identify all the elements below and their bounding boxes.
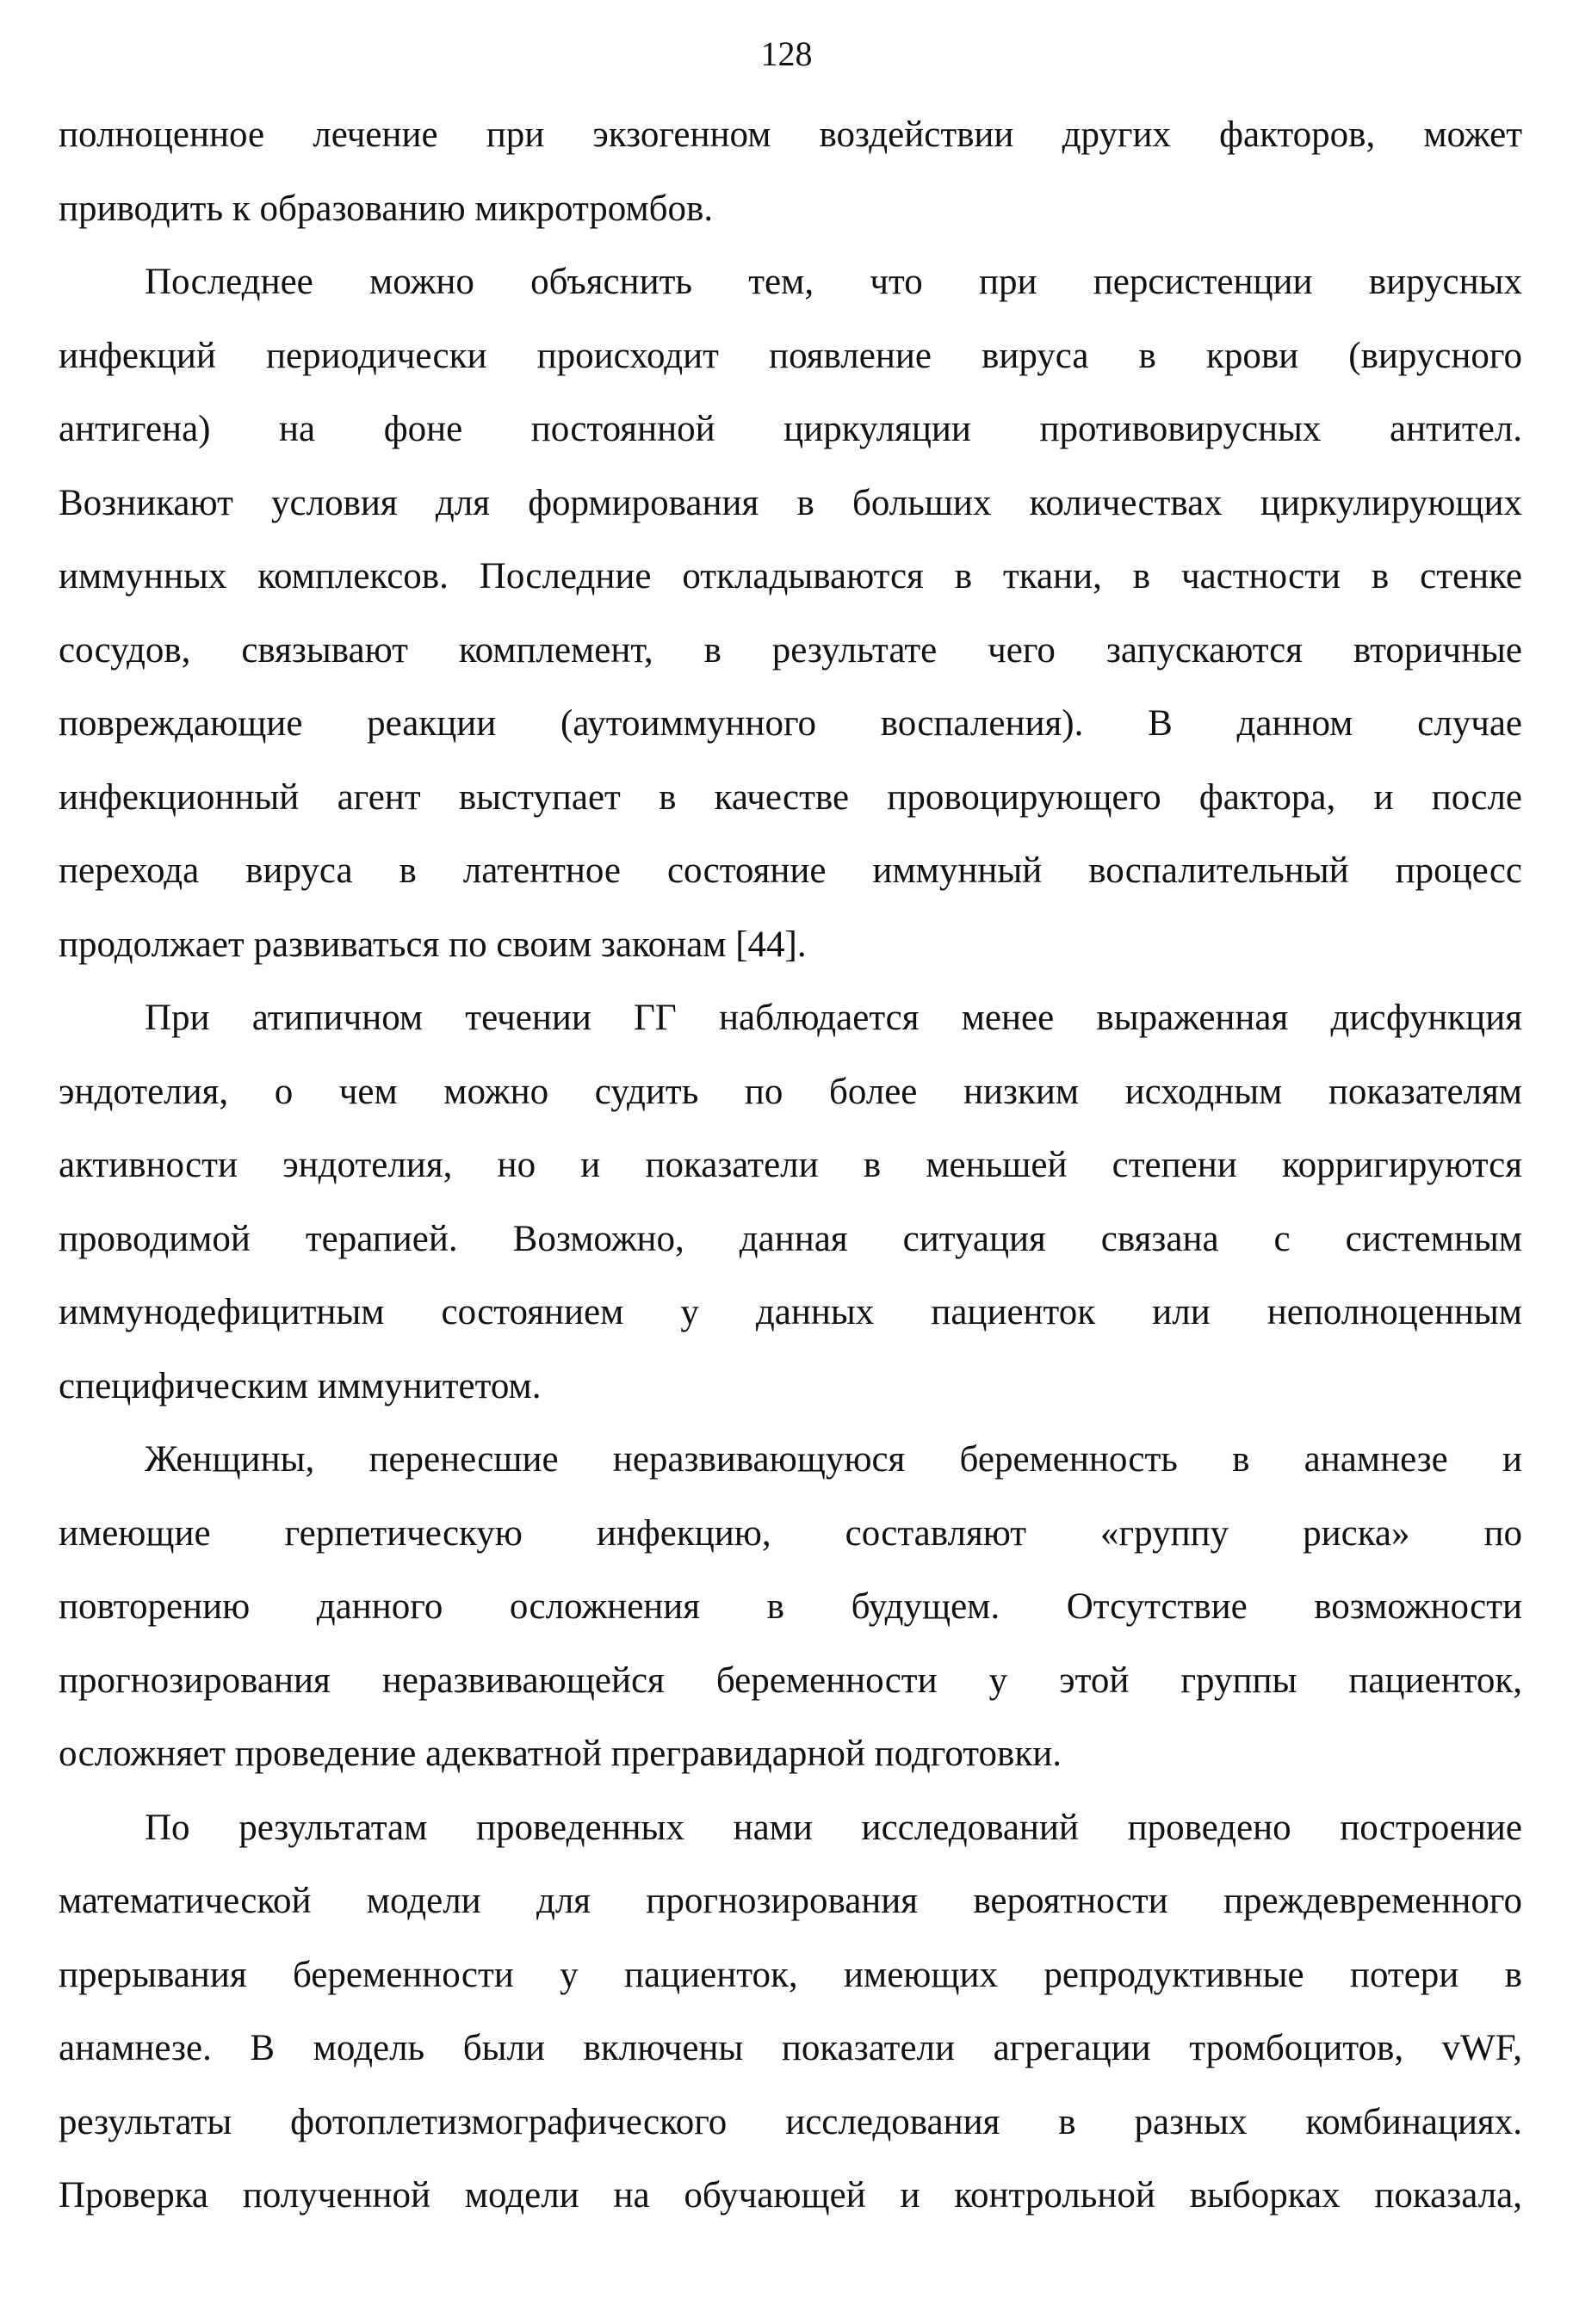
text-line: По результатам проведенных нами исследований проведено построение: [145, 1807, 1522, 1848]
text-line: инфекционный агент выступает в качестве провоцирующего фактора, и после: [59, 776, 1522, 818]
paragraph-4: [59, 1423, 1522, 1791]
text-line: активности эндотелия, но и показатели в меньшей степени корригируются: [59, 1145, 1522, 1185]
text-line: эндотелия, о чем можно судить по более низким исходным показателям: [59, 1071, 1522, 1112]
text-line: иммунных комплексов. Последние откладываются в ткани, в частности в стенке: [59, 556, 1522, 596]
text-line: прерывания беременности у пациенток, имеющих репродуктивные потери в: [59, 1954, 1522, 1995]
text-line: Проверка полученной модели на обучающей и контрольной выборках показала,: [59, 2175, 1522, 2216]
document-body: [59, 98, 1522, 2233]
text-line: специфическим иммунитетом.: [59, 1365, 542, 1406]
paragraph-5: [59, 1791, 1522, 2233]
text-line: результаты фотоплетизмографического исследования в разных комбинациях.: [59, 2101, 1522, 2142]
text-line: продолжает развиваться по своим законам [44].: [59, 924, 807, 965]
text-line: полноценное лечение при экзогенном воздействии других факторов, может: [59, 114, 1522, 155]
text-line: перехода вируса в латентное состояние иммунный воспалительный процесс: [59, 850, 1522, 891]
paragraph-1: [59, 98, 1522, 245]
page-number: 128: [760, 34, 813, 73]
paragraph-3: [59, 981, 1522, 1423]
text-line: инфекций периодически происходит появление вируса в крови (вирусного: [59, 335, 1522, 376]
text-line: иммунодефицитным состоянием у данных пациенток или неполноценным: [59, 1292, 1522, 1332]
text-line: имеющие герпетическую инфекцию, составляют «группу риска» по: [59, 1512, 1522, 1554]
text-line: Женщины, перенесшие неразвивающуюся беременность в анамнезе и: [145, 1439, 1522, 1480]
text-line: сосудов, связывают комплемент, в результате чего запускаются вторичные: [59, 629, 1522, 671]
text-line: Последнее можно объяснить тем, что при персистенции вирусных: [145, 262, 1522, 302]
text-line: прогнозирования неразвивающейся беременности у этой группы пациенток,: [59, 1660, 1522, 1701]
text-line: осложняет проведение адекватной прегравидарной подготовки.: [59, 1734, 1062, 1774]
text-line: анамнезе. В модель были включены показатели агрегации тромбоцитов, vWF,: [59, 2028, 1522, 2068]
text-line: повторению данного осложнения в будущем. Отсутствие возможности: [59, 1586, 1522, 1627]
text-line: приводить к образованию микротромбов.: [59, 188, 714, 229]
text-line: проводимой терапией. Возможно, данная ситуация связана с системным: [59, 1218, 1522, 1259]
text-line: антигена) на фоне постоянной циркуляции противовирусных антител.: [59, 409, 1522, 449]
text-line: математической модели для прогнозирования вероятности преждевременного: [59, 1881, 1522, 1921]
text-line: повреждающие реакции (аутоиммунного воспаления). В данном случае: [59, 703, 1522, 744]
text-line: Возникают условия для формирования в больших количествах циркулирующих: [59, 482, 1522, 523]
paragraph-2: [59, 245, 1522, 981]
text-line: При атипичном течении ГГ наблюдается менее выраженная дисфункция: [145, 998, 1522, 1038]
